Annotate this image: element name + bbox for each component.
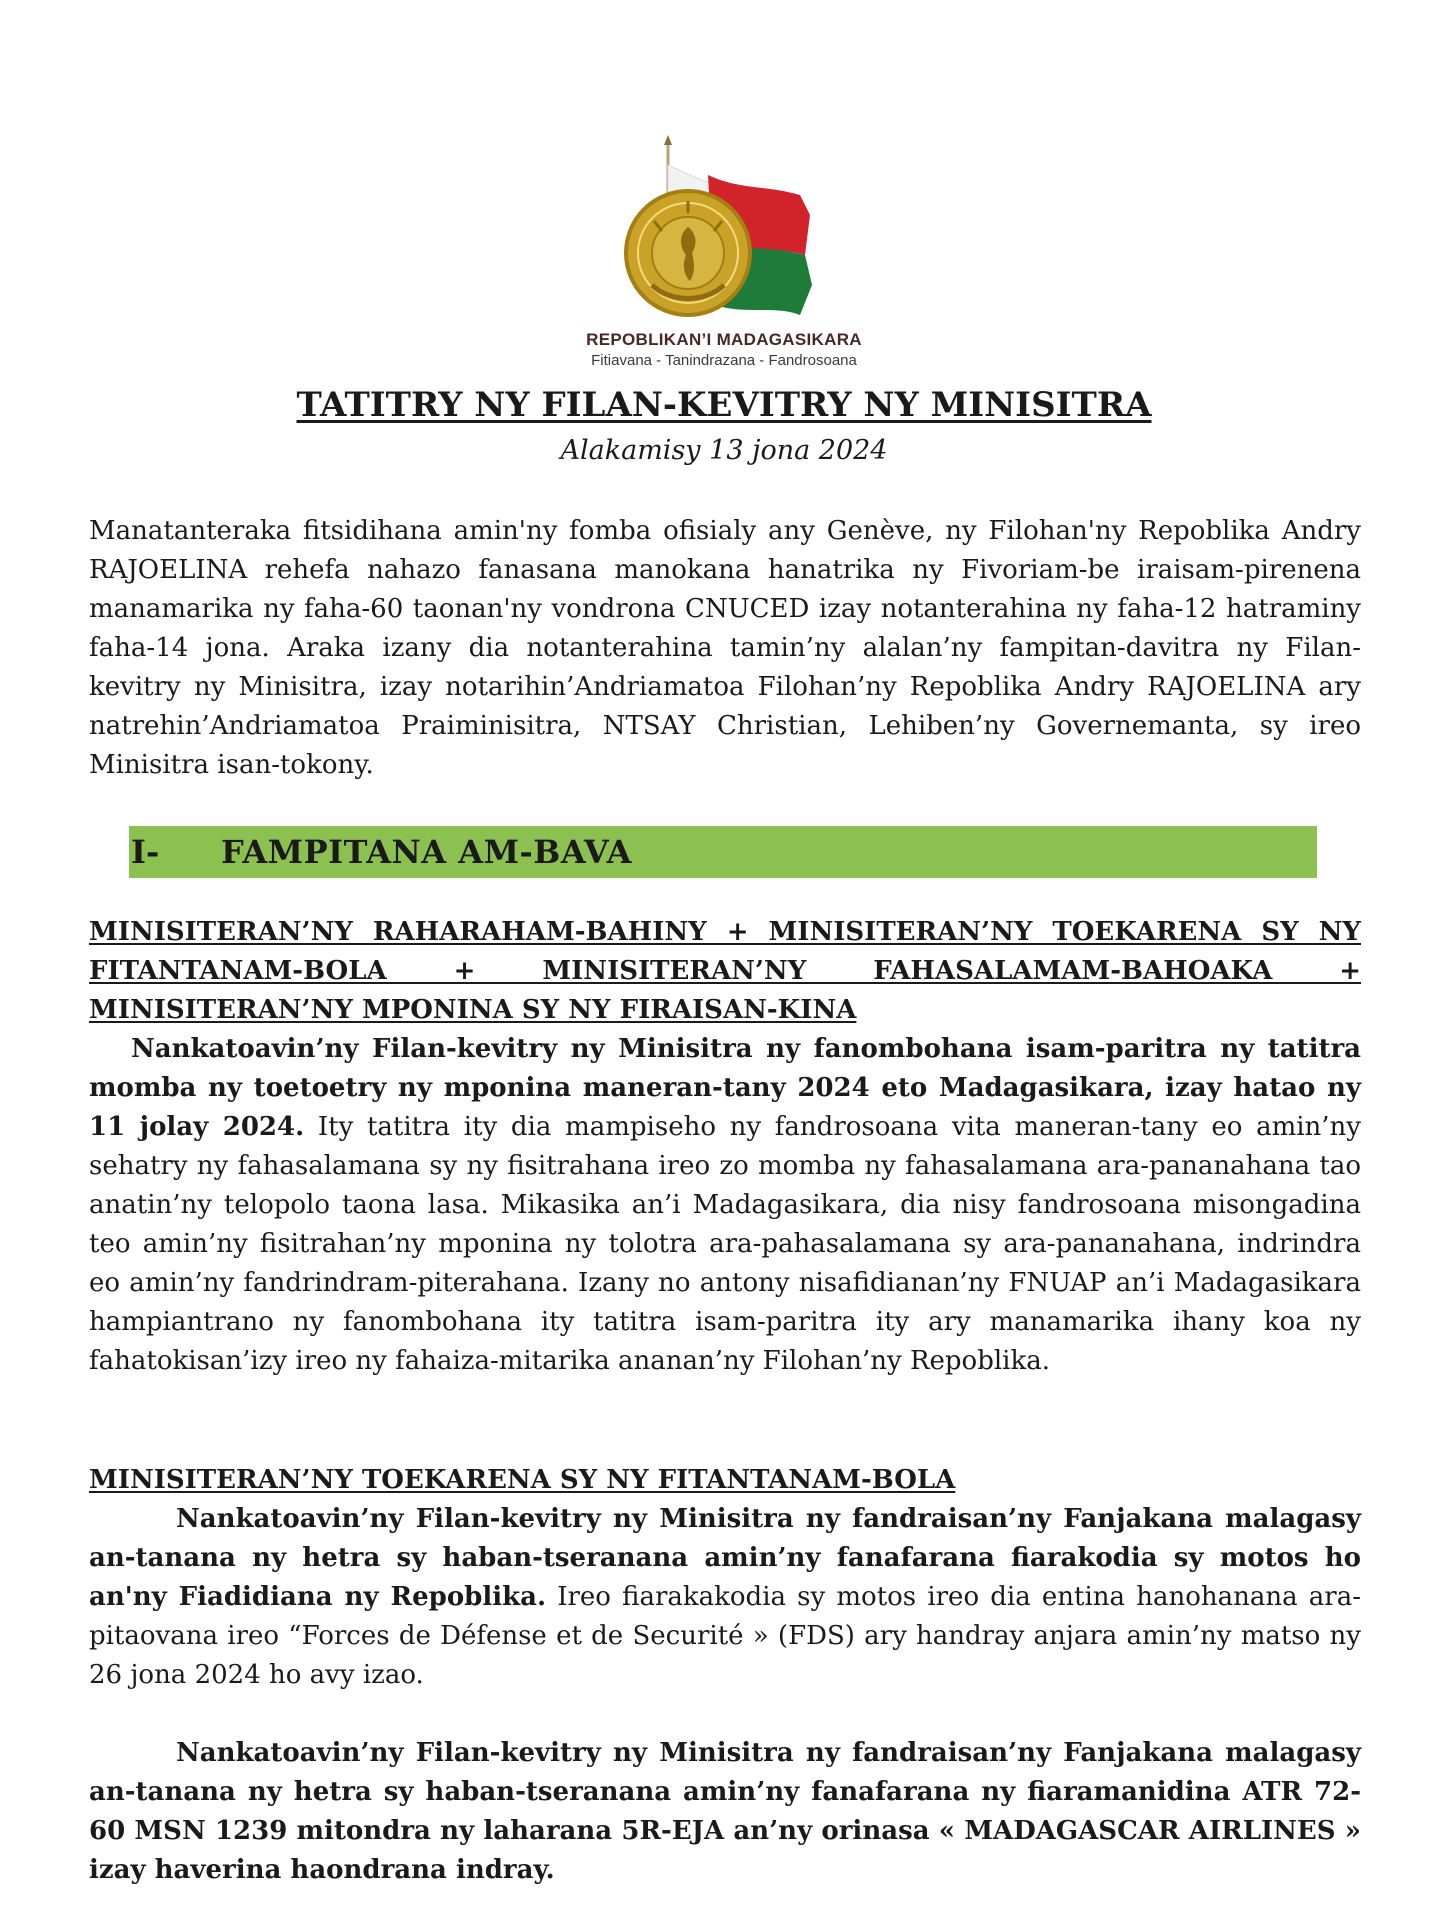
ministry-heading-1-continued: MINISITERAN’NY MPONINA SY NY FIRAISAN-KINA xyxy=(89,995,857,1025)
section-header xyxy=(129,826,1317,878)
decision-paragraph-2 xyxy=(89,1500,1361,1695)
section-title: FAMPITANA AM-BAVA xyxy=(221,833,632,871)
document-title: TATITRY NY FILAN-KEVITRY NY MINISITRA xyxy=(296,385,1152,425)
intro-paragraph: Manatanteraka fitsidihana amin'ny fomba ofisialy any Genève, ny Filohan'ny Repoblika Andry RAJOELINA rehefa nahazo fanasana manokana hanatrika ny Fivoriam-be iraisam-pirenena manamarika ny faha-60 taonan'ny vondrona CNUCED izay notanterahina ny faha-12 hatraminy faha-14 jona. Araka izany dia notanterahina tamin’ny alalan’ny fampitan-davitra ny Filan-kevitry ny Minisitra, izay notarihin’Andriamatoa Filohan’ny Repoblika Andry RAJOELINA ary natrehin’Andriamatoa Praiminisitra, NTSAY Christian, Lehiben’ny Governemanta, sy ireo Minisitra isan-tokony. xyxy=(89,516,1361,780)
republic-motto: Fitiavana - Tanindrazana - Fandrosoana xyxy=(591,352,857,369)
decision-paragraph-1 xyxy=(89,1030,1361,1381)
decision-1-bold: Nankatoavin’ny Filan-kevitry ny Minisitra ny fanombohana isam-paritra ny tatitra momba ny toetoetry ny mponina maneran-tany 2024 eto Madagasikara, izay hatao ny 11 jolay 2024. xyxy=(89,1034,1361,1142)
document-date: Alakamisy 13 jona 2024 xyxy=(560,435,888,466)
decision-2-text: Ireo fiarakakodia sy motos ireo dia entina hanohanana ara-pitaovana ireo “Forces de Défense et de Securité » (FDS) ary handray anjara amin’ny matso ny 26 jona 2024 ho avy izao. xyxy=(89,1582,1361,1690)
seal-and-flag-icon xyxy=(600,135,840,345)
decision-paragraph-3 xyxy=(89,1734,1361,1890)
ministry-heading-2: MINISITERAN’NY TOEKARENA SY NY FITANTANAM-BOLA xyxy=(89,1465,956,1495)
republic-name: REPOBLIKAN’I MADAGASIKARA xyxy=(586,330,862,349)
decision-1-text: Ity tatitra ity dia mampiseho ny fandrosoana vita maneran-tany eo amin’ny sehatry ny fahasalamana sy ny fisitrahana ireo zo momba ny fahasalamana ara-pananahana tao anatin’ny telopolo taona lasa. Mikasika an’i Madagasikara, dia nisy fandrosoana misongadina teo amin’ny fisitrahan’ny mponina ny tolotra ara-pahasalamana sy ara-pananahana, indrindra eo amin’ny fandrindram-piterahana. Izany no antony nisafidianan’ny FNUAP an’i Madagasikara hampiantrano ny fanombohana ity tatitra isam-paritra ity ary manamarika ihany koa ny fahatokisan’izy ireo ny fahaiza-mitarika ananan’ny Filohan’ny Repoblika. xyxy=(89,1112,1361,1376)
decision-3-bold: Nankatoavin’ny Filan-kevitry ny Minisitra ny fandraisan’ny Fanjakana malagasy an-tanana ny hetra sy haban-tseranana amin’ny fanafarana ny fiaramanidina ATR 72-60 MSN 1239 mitondra ny laharana 5R-EJA an’ny orinasa « MADAGASCAR AIRLINES » izay haverina haondrana indray. xyxy=(89,1738,1361,1885)
decision-2-bold: Nankatoavin’ny Filan-kevitry ny Minisitra ny fandraisan’ny Fanjakana malagasy an-tanana ny hetra sy haban-tseranana amin’ny fanafarana fiarakodia sy motos ho an'ny Fiadidiana ny Repoblika. xyxy=(89,1504,1361,1612)
section-number: I- xyxy=(131,833,160,871)
republic-emblem xyxy=(600,135,840,345)
ministry-heading-1: MINISITERAN’NY RAHARAHAM-BAHINY + MINISITERAN’NY TOEKARENA SY NY FITANTANAM-BOLA + MINISITERAN’NY FAHASALAMAM-BAHOAKA + xyxy=(89,917,1361,986)
